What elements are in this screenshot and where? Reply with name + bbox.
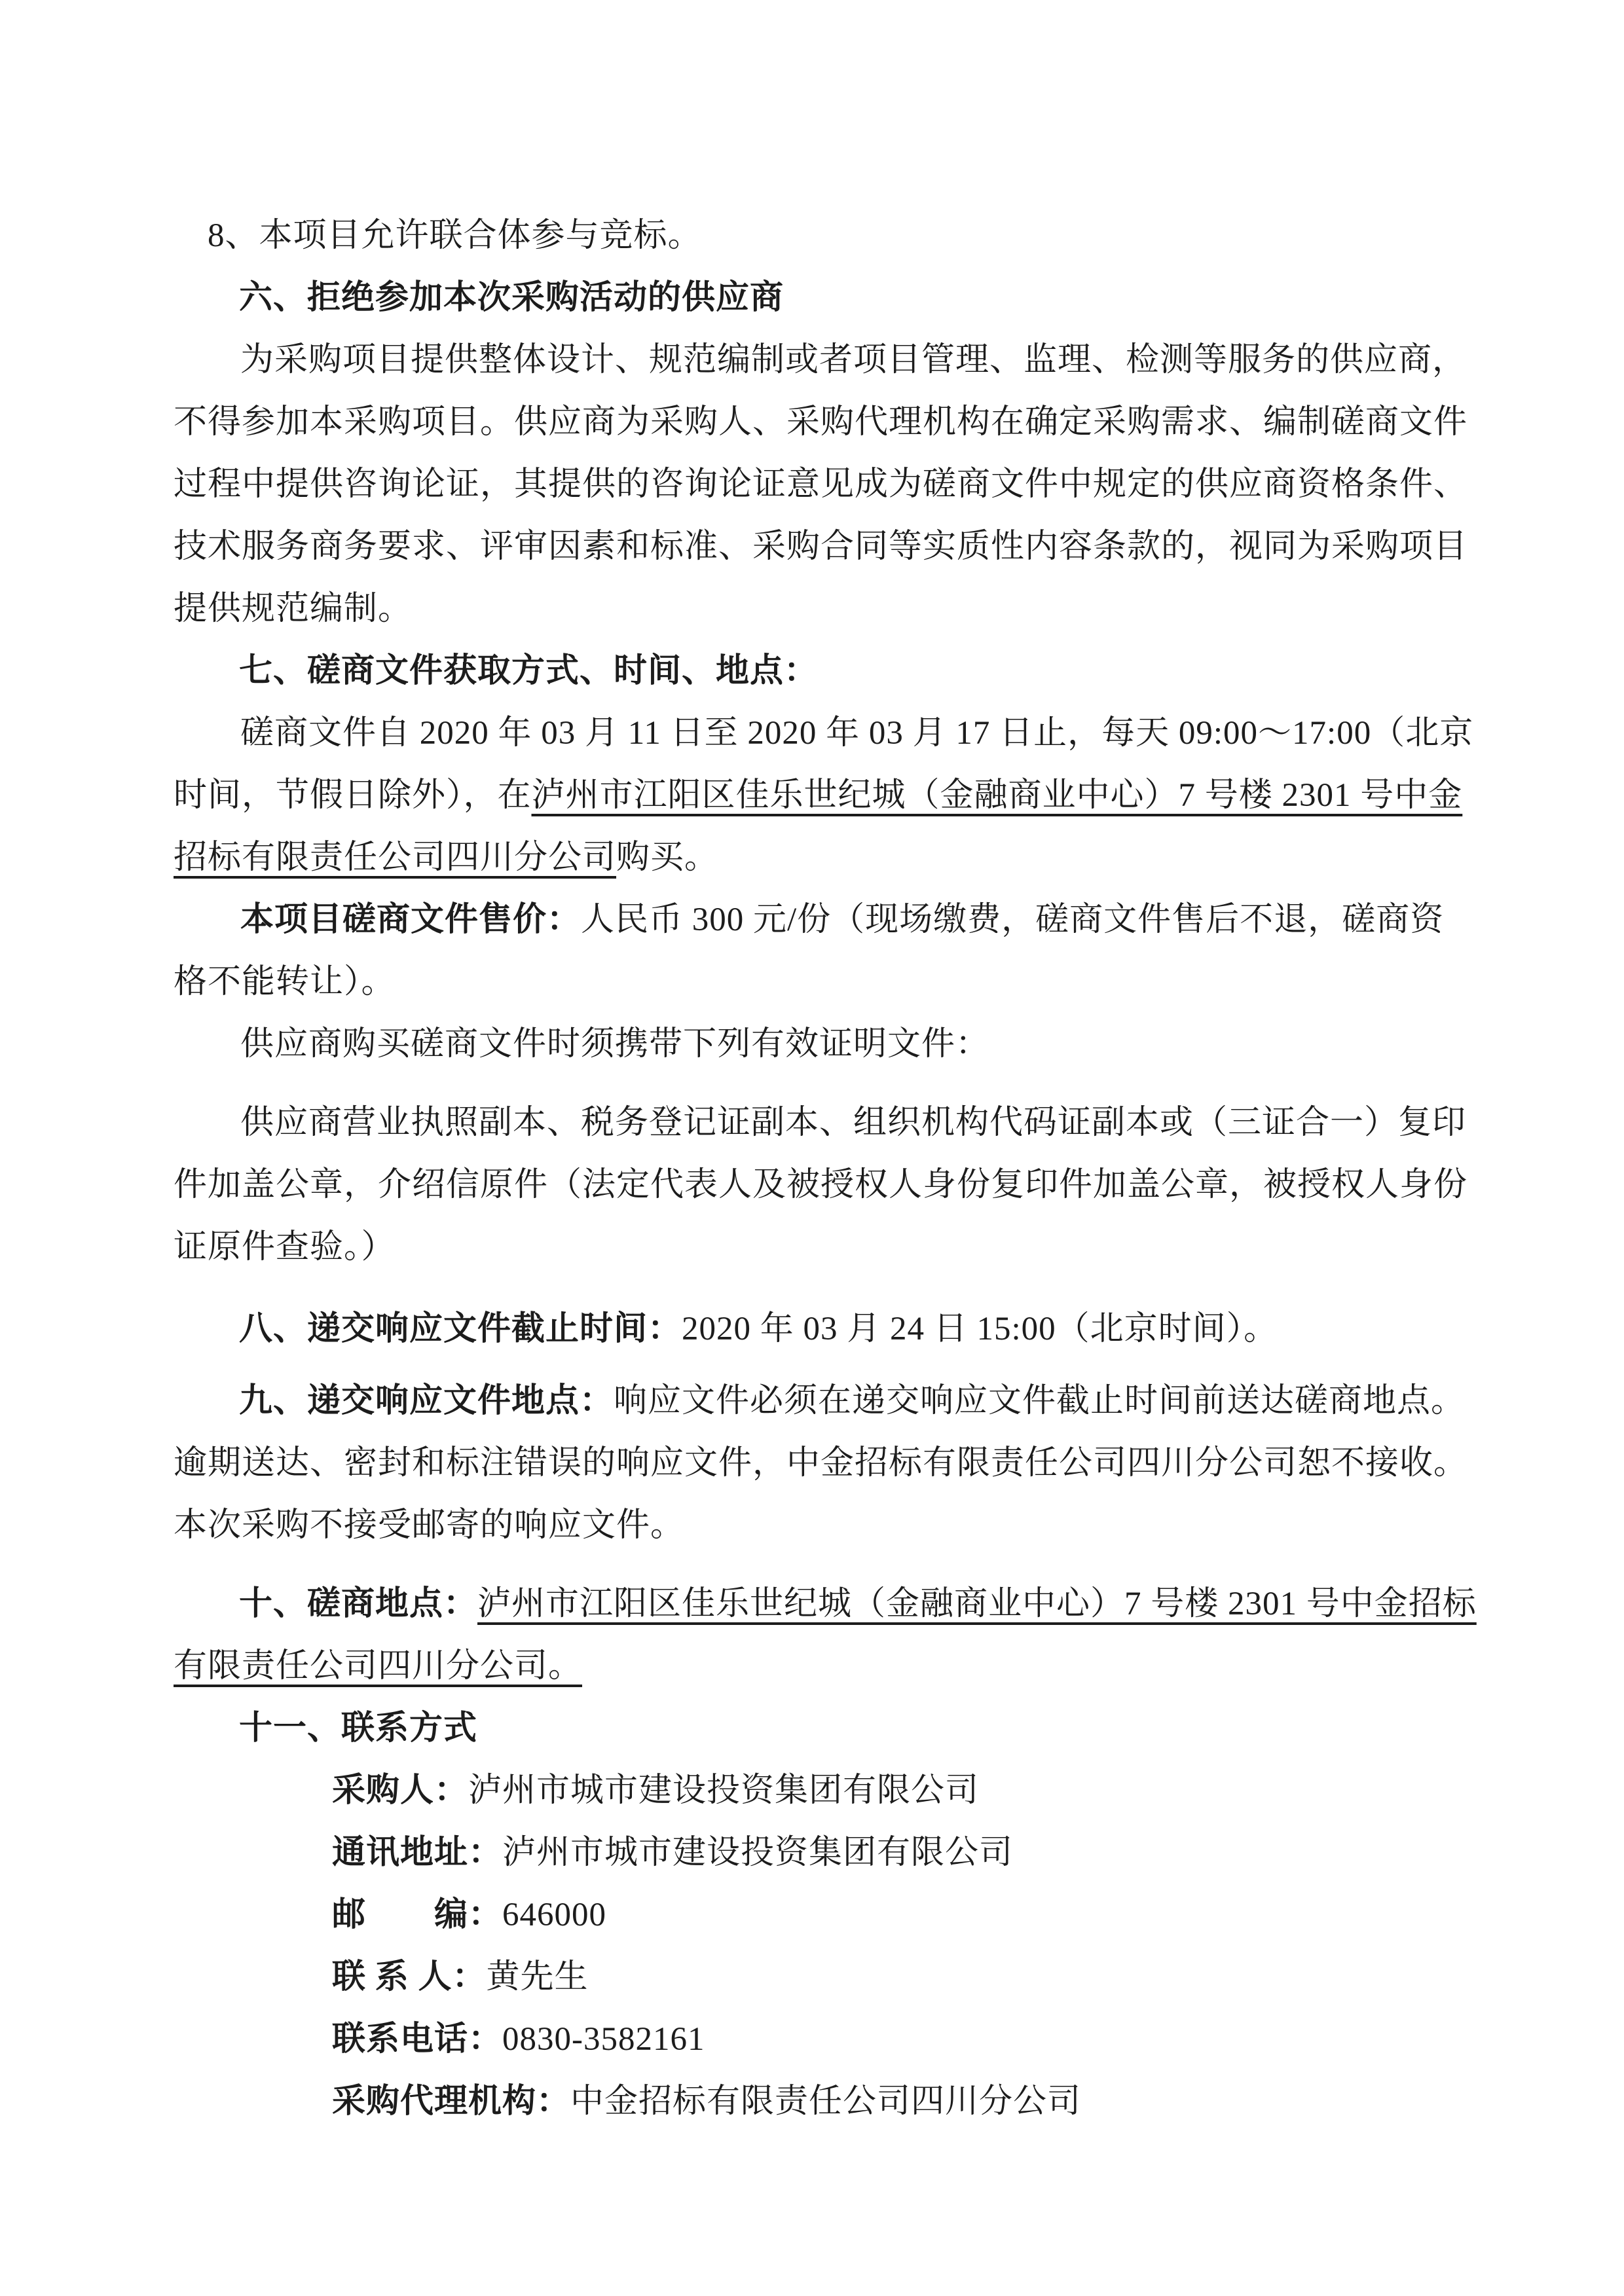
contact-person-value: 黄先生 (486, 1959, 589, 1995)
section-9-heading-label: 九、递交响应文件地点： (239, 1383, 614, 1419)
section-11-heading (174, 1698, 1450, 1760)
address-value: 泸州市城市建设投资集团有限公司 (502, 1834, 1014, 1871)
section-6-paragraph-line-1 (174, 329, 1467, 392)
paragraph-text: 技术服务商务要求、评审因素和标准、采购合同等实质性内容条款的，视同为采购项目 (174, 528, 1468, 565)
document-body (174, 205, 1477, 2133)
deadline-value-text: 2020 年 03 月 24 日 15:00（北京时间）。 (682, 1311, 1278, 1347)
section-9-paragraph-line-2 (174, 1432, 1468, 1495)
contact-postcode-line (174, 1884, 1450, 1946)
purchase-address-underlined: 泸州市江阳区佳乐世纪城（金融商业中心）7 号楼 2301 号中金 (531, 777, 1463, 814)
section-7-heading-text: 七、磋商文件获取方式、时间、地点： (239, 653, 819, 689)
section-6-heading-text: 六、拒绝参加本次采购活动的供应商 (239, 280, 784, 316)
postcode-label: 邮 编： (332, 1897, 503, 1933)
paragraph-text: 为采购项目提供整体设计、规范编制或者项目管理、监理、检测等服务的供应商， (240, 342, 1467, 378)
purchase-address-underlined: 招标有限责任公司四川分公司 (174, 839, 617, 876)
document-price-line-1 (174, 889, 1450, 951)
section-9-paragraph-line-3 (174, 1495, 1450, 1557)
section-9-heading (174, 1370, 1466, 1432)
paragraph-text: 本次采购不接受邮寄的响应文件。 (174, 1507, 685, 1544)
paragraph-text: 供应商营业执照副本、税务登记证副本、组织机构代码证副本或（三证合一）复印 (240, 1104, 1467, 1141)
section-7-heading (174, 640, 1450, 702)
clause-8-text: 8、本项目允许联合体参与竞标。 (208, 217, 702, 254)
section-6-paragraph-line-4 (174, 516, 1468, 578)
paragraph-text: 不得参加本采购项目。供应商为采购人、采购代理机构在确定采购需求、编制磋商文件 (174, 404, 1468, 441)
section-6-paragraph-line-3 (174, 454, 1468, 516)
required-documents-line-1 (174, 1092, 1467, 1154)
negotiation-address-underlined: 泸州市江阳区佳乐世纪城（金融商业中心）7 号楼 2301 号中金招标 (477, 1586, 1477, 1622)
purchaser-label: 采购人： (332, 1772, 469, 1809)
section-10-heading-label: 十、磋商地点： (239, 1586, 478, 1622)
agency-label: 采购代理机构： (332, 2083, 571, 2120)
price-label: 本项目磋商文件售价： (240, 902, 581, 938)
contact-person-line (174, 1946, 1450, 2009)
contact-phone-line (174, 2009, 1450, 2071)
section-8-heading (174, 1298, 1450, 1360)
section-10-line-2 (174, 1635, 1450, 1698)
section-6-paragraph-line-5 (174, 578, 1450, 640)
delivery-location-text: 响应文件必须在递交响应文件截止时间前送达磋商地点。 (614, 1383, 1466, 1419)
required-documents-intro-line (174, 1013, 1450, 1076)
address-label: 通讯地址： (332, 1834, 503, 1871)
paragraph-text: 磋商文件自 2020 年 03 月 11 日至 2020 年 03 月 17 日止，每天 09:00～17:00（北京 (240, 715, 1474, 752)
contact-purchaser-line (174, 1760, 1450, 1822)
section-8-heading-label: 八、递交响应文件截止时间： (239, 1311, 682, 1347)
paragraph-text: 证原件查验。） (174, 1229, 396, 1266)
document-price-line-2 (174, 951, 1450, 1013)
postcode-value: 646000 (502, 1897, 607, 1933)
price-value-text: 人民币 300 元/份（现场缴费，磋商文件售后不退，磋商资 (581, 902, 1445, 938)
required-documents-line-3 (174, 1216, 1450, 1279)
contact-agency-line (174, 2071, 1450, 2133)
negotiation-address-underlined: 有限责任公司四川分公司。 (174, 1648, 583, 1685)
paragraph-text: 供应商购买磋商文件时须携带下列有效证明文件： (240, 1026, 990, 1063)
paragraph-text: 逾期送达、密封和标注错误的响应文件，中金招标有限责任公司四川分公司恕不接收。 (174, 1445, 1468, 1482)
contact-address-line (174, 1822, 1450, 1884)
paragraph-text: 过程中提供咨询论证，其提供的咨询论证意见成为磋商文件中规定的供应商资格条件、 (174, 466, 1468, 503)
phone-label: 联系电话： (332, 2021, 503, 2058)
purchaser-value: 泸州市城市建设投资集团有限公司 (468, 1772, 980, 1809)
required-documents-line-2 (174, 1154, 1468, 1216)
section-7-paragraph-line-1 (174, 702, 1474, 765)
agency-value: 中金招标有限责任公司四川分公司 (570, 2083, 1082, 2120)
section-6-heading (174, 267, 1450, 329)
section-11-heading-text: 十一、联系方式 (239, 1710, 478, 1747)
clause-8-line (174, 205, 1450, 267)
paragraph-text: 件加盖公章，介绍信原件（法定代表人及被授权人身份复印件加盖公章，被授权人身份 (174, 1167, 1468, 1203)
phone-value: 0830-3582161 (502, 2021, 705, 2058)
paragraph-text: 购买。 (616, 839, 719, 876)
section-7-paragraph-line-2 (174, 765, 1463, 827)
section-6-paragraph-line-2 (174, 392, 1468, 454)
contact-person-label: 联 系 人： (332, 1959, 487, 1995)
paragraph-text: 提供规范编制。 (174, 591, 413, 627)
paragraph-text: 时间，节假日除外），在 (174, 777, 532, 814)
paragraph-text: 格不能转让）。 (174, 964, 396, 1000)
section-7-paragraph-line-3 (174, 827, 1450, 889)
section-10-heading (174, 1573, 1477, 1635)
